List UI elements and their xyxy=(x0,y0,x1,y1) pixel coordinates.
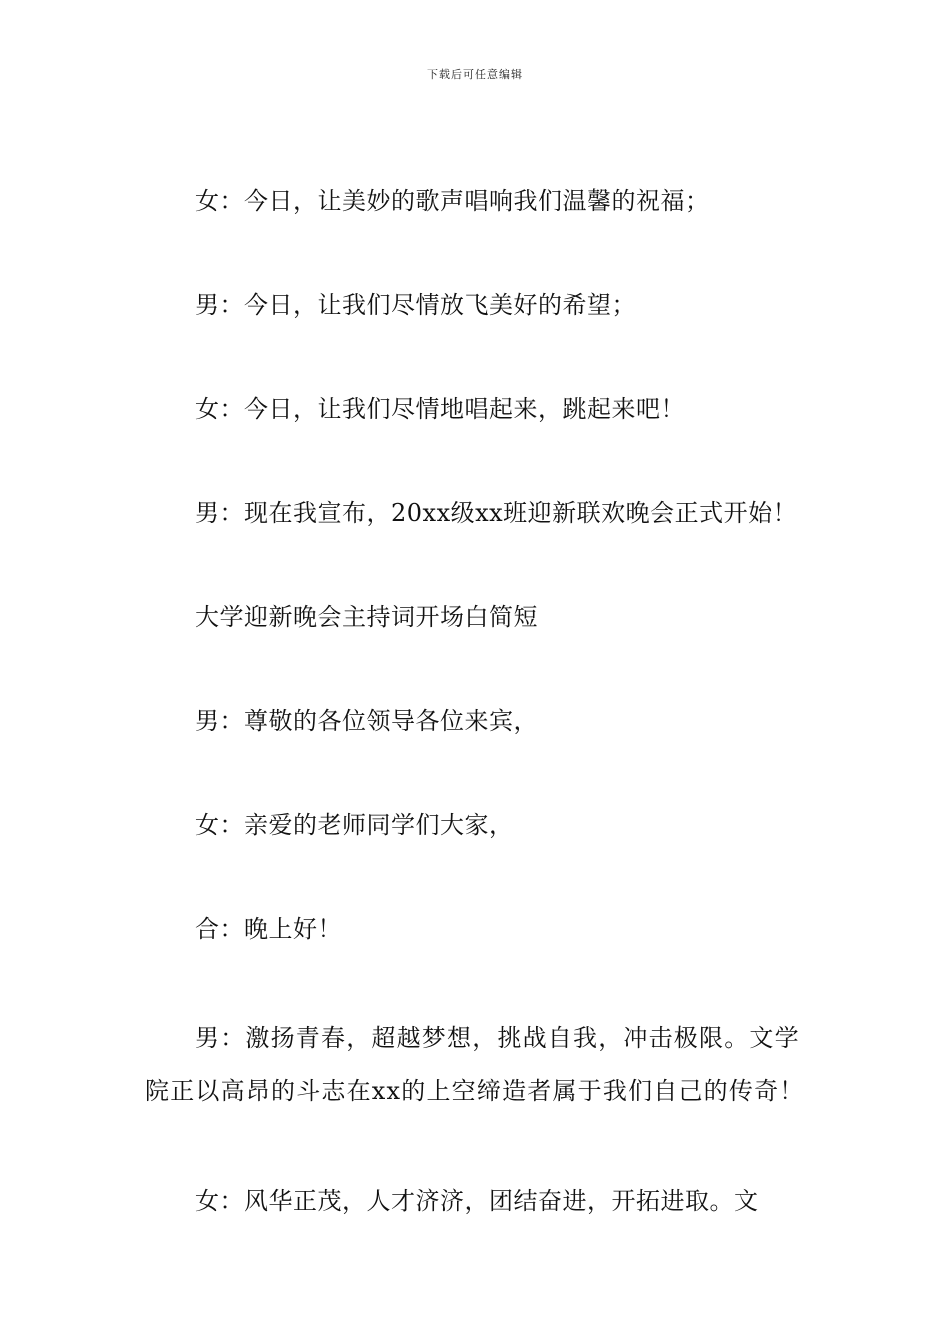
section-heading: 大学迎新晚会主持词开场白简短 xyxy=(195,603,538,631)
paragraph: 女：风华正茂，人才济济，团结奋进，开拓进取。文 xyxy=(195,1187,759,1215)
document-body xyxy=(145,180,810,1284)
paragraph: 男：现在我宣布，20xx级xx班迎新联欢晚会正式开始！ xyxy=(195,499,798,527)
paragraph: 女：今日，让我们尽情地唱起来，跳起来吧！ xyxy=(195,395,685,423)
paragraph: 男：激扬青春，超越梦想，挑战自我，冲击极限。文学院正以高昂的斗志在xx的上空缔造者属于我们自己的传奇！ xyxy=(145,1024,805,1105)
header-note: 下载后可任意编辑 xyxy=(427,68,523,81)
paragraph: 女：亲爱的老师同学们大家， xyxy=(195,811,514,839)
paragraph: 合：晚上好！ xyxy=(195,915,342,943)
paragraph: 女：今日，让美妙的歌声唱响我们温馨的祝福； xyxy=(195,187,710,215)
paragraph: 男：今日，让我们尽情放飞美好的希望； xyxy=(195,291,636,319)
paragraph: 男：尊敬的各位领导各位来宾， xyxy=(195,707,538,735)
